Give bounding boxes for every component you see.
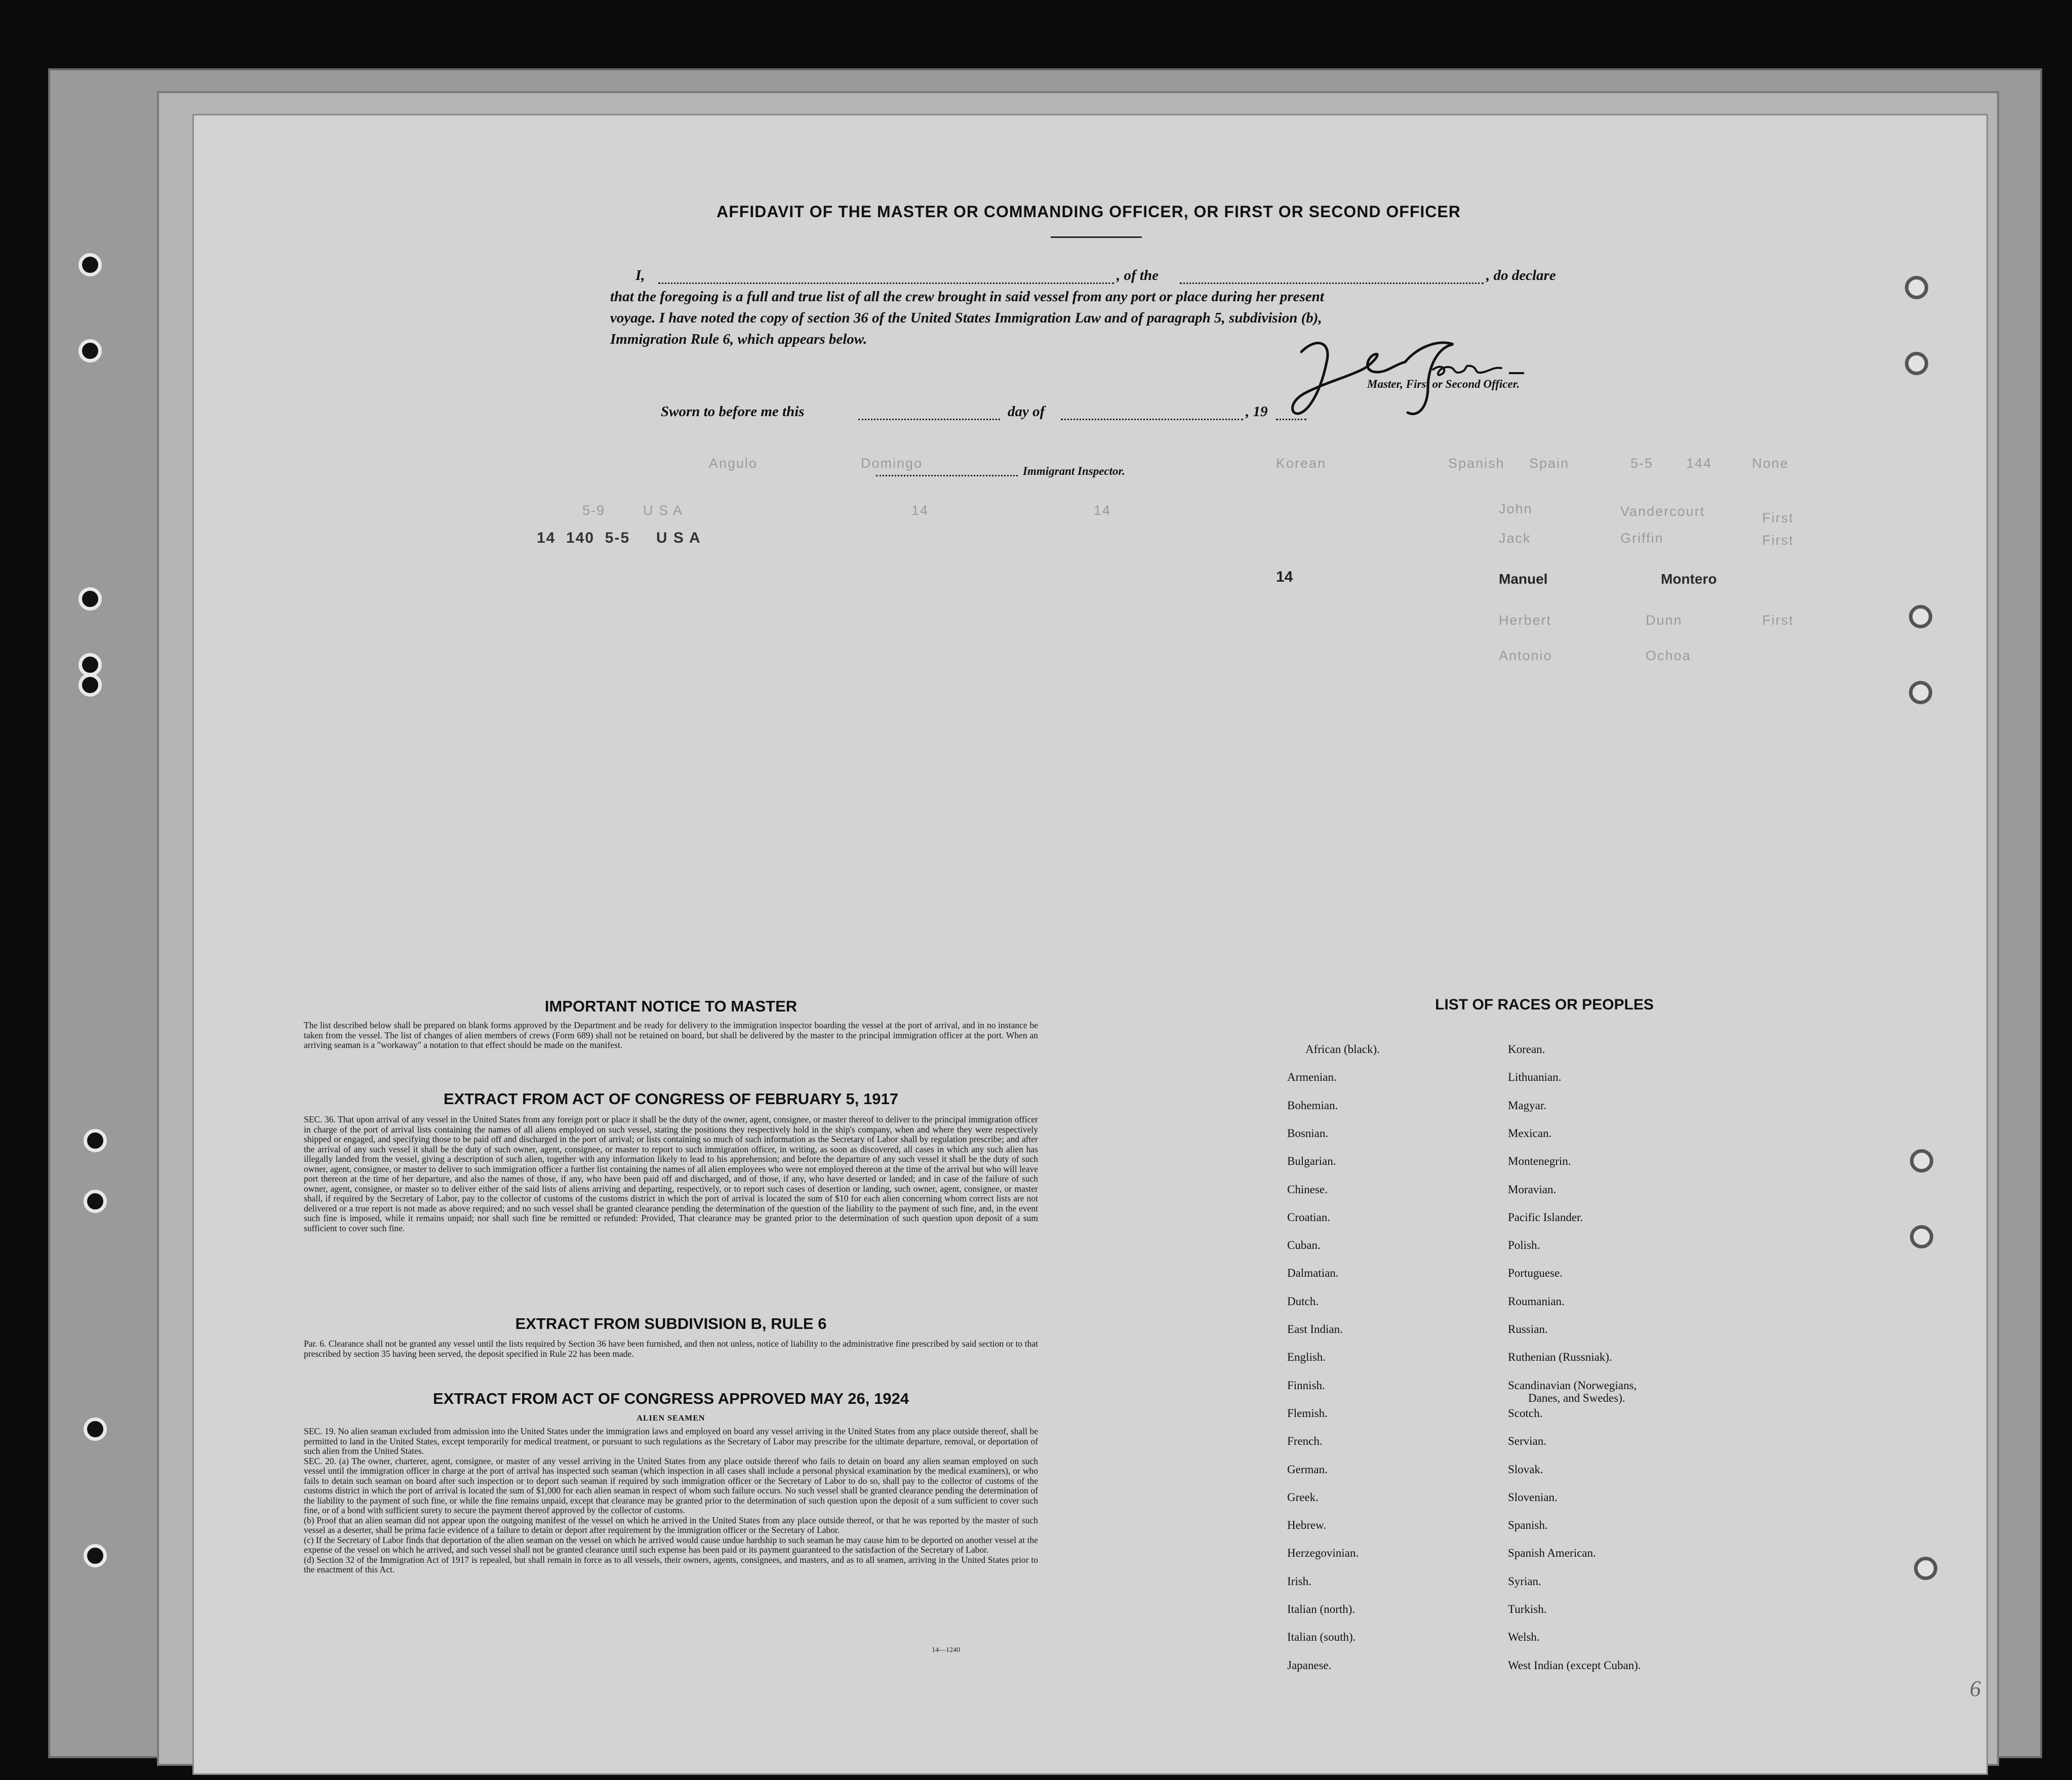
binder-hole-icon [1914, 1557, 1937, 1580]
sec19-paragraph: SEC. 19. No alien seaman excluded from admission into the United States under the immigration laws and employed on board any vessel arriving in the United States from any place outside thereof, shall be permitted to land in the United States, except temporarily for medical treatment, or pursuant to such regulations as the Secretary of Labor may prescribe for the ultimate departure, removal, or deportation of such alien from the United States. [304, 1426, 1038, 1456]
race-item: Bosnian. [1287, 1126, 1329, 1140]
ghost-cell: Vandercourt [1620, 504, 1705, 519]
declaration-i: I, [635, 267, 645, 284]
ghost-cell: 5-9 [582, 503, 606, 518]
race-item: Greek. [1287, 1490, 1319, 1504]
ghost-cell: 5-5 [605, 530, 630, 546]
sworn-month-field[interactable] [1061, 406, 1243, 420]
ghost-cell: First [1762, 533, 1794, 548]
race-item: Armenian. [1287, 1071, 1337, 1084]
declaration-line-2: that the foregoing is a full and true list of all the crew brought in said vessel from any port or place during her present [610, 289, 1324, 305]
ghost-cell: Manuel [1499, 571, 1548, 587]
sworn-day-field[interactable] [858, 406, 1000, 420]
ghost-cell: Domingo [861, 456, 923, 471]
binder-hole-icon [1909, 605, 1932, 628]
ghost-cell: Ochoa [1646, 648, 1691, 663]
race-item: Welsh. [1508, 1631, 1540, 1644]
race-item: Slovak. [1508, 1463, 1543, 1476]
race-item: Moravian. [1508, 1183, 1557, 1196]
ghost-cell: First [1762, 510, 1794, 525]
ghost-cell: 14 [537, 530, 556, 546]
ghost-cell: 14 [1094, 503, 1111, 518]
declaration-line-4: Immigration Rule 6, which appears below. [610, 331, 867, 347]
race-item: Bulgarian. [1287, 1155, 1336, 1168]
race-item: East Indian. [1287, 1323, 1343, 1336]
race-item: Spanish American. [1508, 1547, 1596, 1560]
race-item: Roumanian. [1508, 1294, 1565, 1308]
affidavit-title: AFFIDAVIT OF THE MASTER OR COMMANDING OFFICER, OR FIRST OR SECOND OFFICER [716, 203, 1461, 221]
extract-1924-body [304, 1427, 1038, 1575]
race-item: Montenegrin. [1508, 1155, 1571, 1168]
race-item: Dutch. [1287, 1294, 1319, 1308]
ghost-cell: Antonio [1499, 648, 1552, 663]
extract-rule6-heading: EXTRACT FROM SUBDIVISION B, RULE 6 [515, 1315, 827, 1332]
ghost-cell: 5-5 [1630, 456, 1654, 471]
race-item: German. [1287, 1463, 1328, 1476]
race-item: Irish. [1287, 1574, 1311, 1588]
ghost-cell: Dunn [1646, 613, 1683, 628]
sec20d-paragraph: (d) Section 32 of the Immigration Act of 1917 is repealed, but shall remain in force as to all vessels, their owners, agents, consignees, and masters, and as to all seamen, arriving in the United States prior to the enactment of this Act. [304, 1554, 1038, 1574]
sec20b-paragraph: (b) Proof that an alien seaman did not appear upon the outgoing manifest of the vessel on which he arrived in the United States from any place outside thereof, or that he was reported by the master of such vessel as a deserter, shall be prima facie evidence of a failure to detain or deport after requirement by the immigration officer or the Secretary of Labor. [304, 1515, 1038, 1535]
race-item: Hebrew. [1287, 1519, 1327, 1532]
race-item: Lithuanian. [1508, 1071, 1562, 1084]
binder-hole-icon [78, 587, 102, 611]
ghost-cell: 14 [911, 503, 929, 518]
binder-hole-icon [1910, 1149, 1933, 1172]
officer-name-field[interactable] [658, 269, 1114, 284]
race-item: Flemish. [1287, 1406, 1328, 1420]
race-item: Finnish. [1287, 1379, 1325, 1392]
binder-hole-icon [84, 1418, 107, 1441]
ghost-cell: U S A [643, 503, 684, 518]
ghost-cell: Jack [1499, 531, 1531, 546]
declaration-do-declare: , do declare [1486, 267, 1556, 284]
races-heading: LIST OF RACES OR PEOPLES [1435, 996, 1654, 1013]
ghost-cell: Spanish [1448, 456, 1505, 471]
ghost-cell: First [1762, 613, 1794, 628]
binder-hole-icon [78, 339, 102, 362]
race-item: Scotch. [1508, 1406, 1543, 1420]
race-item: Servian. [1508, 1435, 1547, 1448]
race-item: Ruthenian (Russniak). [1508, 1351, 1612, 1364]
ghost-cell: Angulo [709, 456, 758, 471]
ghost-cell: None [1752, 456, 1789, 471]
ghost-cell: Griffin [1620, 531, 1664, 546]
race-item: Russian. [1508, 1323, 1548, 1336]
binder-hole-icon [84, 1129, 107, 1152]
race-item: Cuban. [1287, 1239, 1321, 1252]
race-item: Polish. [1508, 1239, 1540, 1252]
ghost-cell [537, 530, 701, 547]
race-item: Herzegovinian. [1287, 1547, 1359, 1560]
sworn-year-field[interactable] [1276, 406, 1306, 420]
sworn-day-of: day of [1008, 403, 1045, 420]
binder-hole-icon [78, 673, 102, 697]
vessel-name-field[interactable] [1180, 269, 1484, 284]
ghost-cell: 144 [1686, 456, 1712, 471]
signature-image [1286, 332, 1539, 423]
race-item: African (black). [1305, 1043, 1380, 1056]
notice-body: The list described below shall be prepared on blank forms approved by the Department and be ready for delivery to the immigration inspector boarding the vessel at the port of arrival, and in no instance be taken from the vessel. The list of changes of alien members of crews (Form 689) shall not be retained on board, but shall be delivered by the master to the principal immigration officer at the port. When an arriving seaman is a "workaway" a notation to that effect should be made on the manifest. [304, 1020, 1038, 1050]
race-item: Korean. [1508, 1043, 1545, 1056]
race-item: Scandinavian (Norwegians, [1508, 1379, 1637, 1392]
ghost-cell: U S A [656, 530, 701, 546]
signature-caption: Master, First or Second Officer. [1367, 378, 1520, 390]
sec20c-paragraph: (c) If the Secretary of Labor finds that deportation of the alien seaman on the vessel on which he arrived would cause undue hardship to such seaman he may cause him to be deported on another vessel at the expense of the vessel on which he arrived, and such vessel shall not be granted clearance until such expense has been paid or its payment guaranteed to the satisfaction of the Secretary of Labor. [304, 1534, 1038, 1555]
race-item: Turkish. [1508, 1603, 1547, 1615]
race-item: Pacific Islander. [1508, 1210, 1583, 1224]
ghost-cell: John [1499, 501, 1533, 516]
inspector-caption: Immigrant Inspector. [1023, 465, 1125, 477]
race-item: Italian (south). [1287, 1631, 1356, 1644]
binder-hole-icon [78, 253, 102, 276]
race-item: English. [1287, 1351, 1326, 1364]
declaration-line-3: voyage. I have noted the copy of section 36 of the United States Immigration Law and of paragraph 5, subdivision (b), [610, 310, 1322, 326]
race-item: Spanish. [1508, 1519, 1548, 1532]
sworn-prefix: Sworn to before me this [661, 403, 805, 420]
form-code: 14—1240 [932, 1646, 960, 1654]
race-item: Mexican. [1508, 1126, 1552, 1140]
binder-hole-icon [1909, 681, 1932, 704]
race-item: Dalmatian. [1287, 1267, 1339, 1280]
inspector-signature-field[interactable] [876, 475, 1018, 476]
extract-1917-body: SEC. 36. That upon arrival of any vessel in the United States from any foreign port or place it shall be the duty of the owner, agent, consignee, or master thereof to deliver to the principal immigration officer in charge of the port of arrival lists containing the names of all aliens employed on such vessel, stating the positions they respectively hold in the ship's company, when and where they were respectively shipped or engaged, and specifying those to be paid off and discharged in the port of arrival; or lists containing so much of such information as the Secretary of Labor shall by regulation prescribe; and after the arrival of any such vessel it shall be the duty of such owner, agent, consignee, or master to report to such immigration officer, in writing, as soon as discovered, all cases in which any such alien has illegally landed from the vessel, giving a description of such alien, together with any information likely to lead to his apprehension; and before the departure of any such vessel it shall be the duty of such owner, agent, consignee, or master to deliver to such immigration officer a further list containing the names of all alien employees who were not employed thereon at the time of the arrival but who will leave port thereon at the time of her departure, and also the names of those, if any, who have been paid off and discharged, and of those, if any, who have deserted or landed; and in case of the failure of such owner, agent, consignee, or master so to deliver either of the said lists of aliens arriving and departing, respectively, or to report such cases of desertion or landing, such owner, agent, consignee, or master shall, if required by the Secretary of Labor, pay to the collector of customs of the customs district in which the port of arrival is located the sum of $10 for each alien concerning whom correct lists are not delivered or a true report is not made as above required; and no such vessel shall be granted clearance pending the determination of the question of the liability to the payment of such fine, and, in the event such fine is imposed, while it remains unpaid; nor shall such fine be remitted or refunded: Provided, That clearance may be granted prior to the determination of such question upon deposit of a sum sufficient to cover such fine. [304, 1114, 1038, 1233]
race-item: Magyar. [1508, 1099, 1547, 1112]
race-item: Japanese. [1287, 1658, 1332, 1672]
binder-hole-icon [84, 1190, 107, 1213]
sec20a-paragraph: SEC. 20. (a) The owner, charterer, agent, consignee, or master of any vessel arriving in the United States from any place outside thereof who fails to detain on board any alien seaman employed on such vessel until the immigration officer in charge at the port of arrival has inspected such seaman (which inspection in all cases shall include a personal physical examination by the medical examiners), or who fails to detain such seaman on board after such inspection or to deport such seaman if required by such immigration officer or the Secretary of Labor to do so, shall pay to the collector of customs of the customs district in which the port of arrival is located the sum of $1,000 for each alien seaman in respect of whom such failure occurs. No such vessel shall be granted clearance pending the determination of the liability to the payment of such fine, or while the fine remains unpaid, except that clearance may be granted prior to the determination of such question upon the deposit of a sum sufficient to cover such fine, or of a bond with sufficient surety to secure the payment thereof approved by the collector of customs. [304, 1455, 1038, 1515]
race-item: Croatian. [1287, 1210, 1330, 1224]
binder-hole-icon [1910, 1225, 1933, 1248]
race-item: Chinese. [1287, 1183, 1328, 1196]
ghost-cell: 14 [1276, 569, 1293, 585]
race-item: West Indian (except Cuban). [1508, 1658, 1641, 1672]
race-item: Slovenian. [1508, 1490, 1558, 1504]
race-item: French. [1287, 1435, 1323, 1448]
race-item: Italian (north). [1287, 1603, 1356, 1615]
ghost-cell: Montero [1661, 571, 1717, 587]
notice-heading: IMPORTANT NOTICE TO MASTER [544, 997, 798, 1015]
ghost-cell: 140 [566, 530, 595, 546]
extract-rule6-body: Par. 6. Clearance shall not be granted any vessel until the lists required by Section 36 have been furnished, and then not unless, notice of liability to the administrative fine prescribed by said section or to that prescribed by section 35 having been served, the deposit specified in Rule 22 has been made. [304, 1339, 1038, 1359]
race-item-continuation: Danes, and Swedes). [1528, 1391, 1625, 1404]
binder-hole-icon [1905, 276, 1928, 299]
extract-1917-heading: EXTRACT FROM ACT OF CONGRESS OF FEBRUARY 5, 1917 [444, 1090, 898, 1108]
race-item: Portuguese. [1508, 1267, 1563, 1280]
ghost-cell: Herbert [1499, 613, 1552, 628]
binder-hole-icon [84, 1544, 107, 1567]
binder-hole-icon [1905, 352, 1928, 375]
ghost-cell: Korean [1276, 456, 1327, 471]
race-item: Bohemian. [1287, 1099, 1338, 1112]
alien-seamen-subheading: ALIEN SEAMEN [636, 1414, 705, 1423]
title-underline [1051, 236, 1142, 238]
sworn-year: , 19 [1246, 403, 1268, 420]
race-item: Syrian. [1508, 1574, 1541, 1588]
extract-1924-heading: EXTRACT FROM ACT OF CONGRESS APPROVED MAY 26, 1924 [433, 1390, 909, 1407]
margin-mark: 6 [1970, 1676, 1981, 1701]
ghost-cell: Spain [1529, 456, 1570, 471]
declaration-of-the: , of the [1117, 267, 1159, 284]
